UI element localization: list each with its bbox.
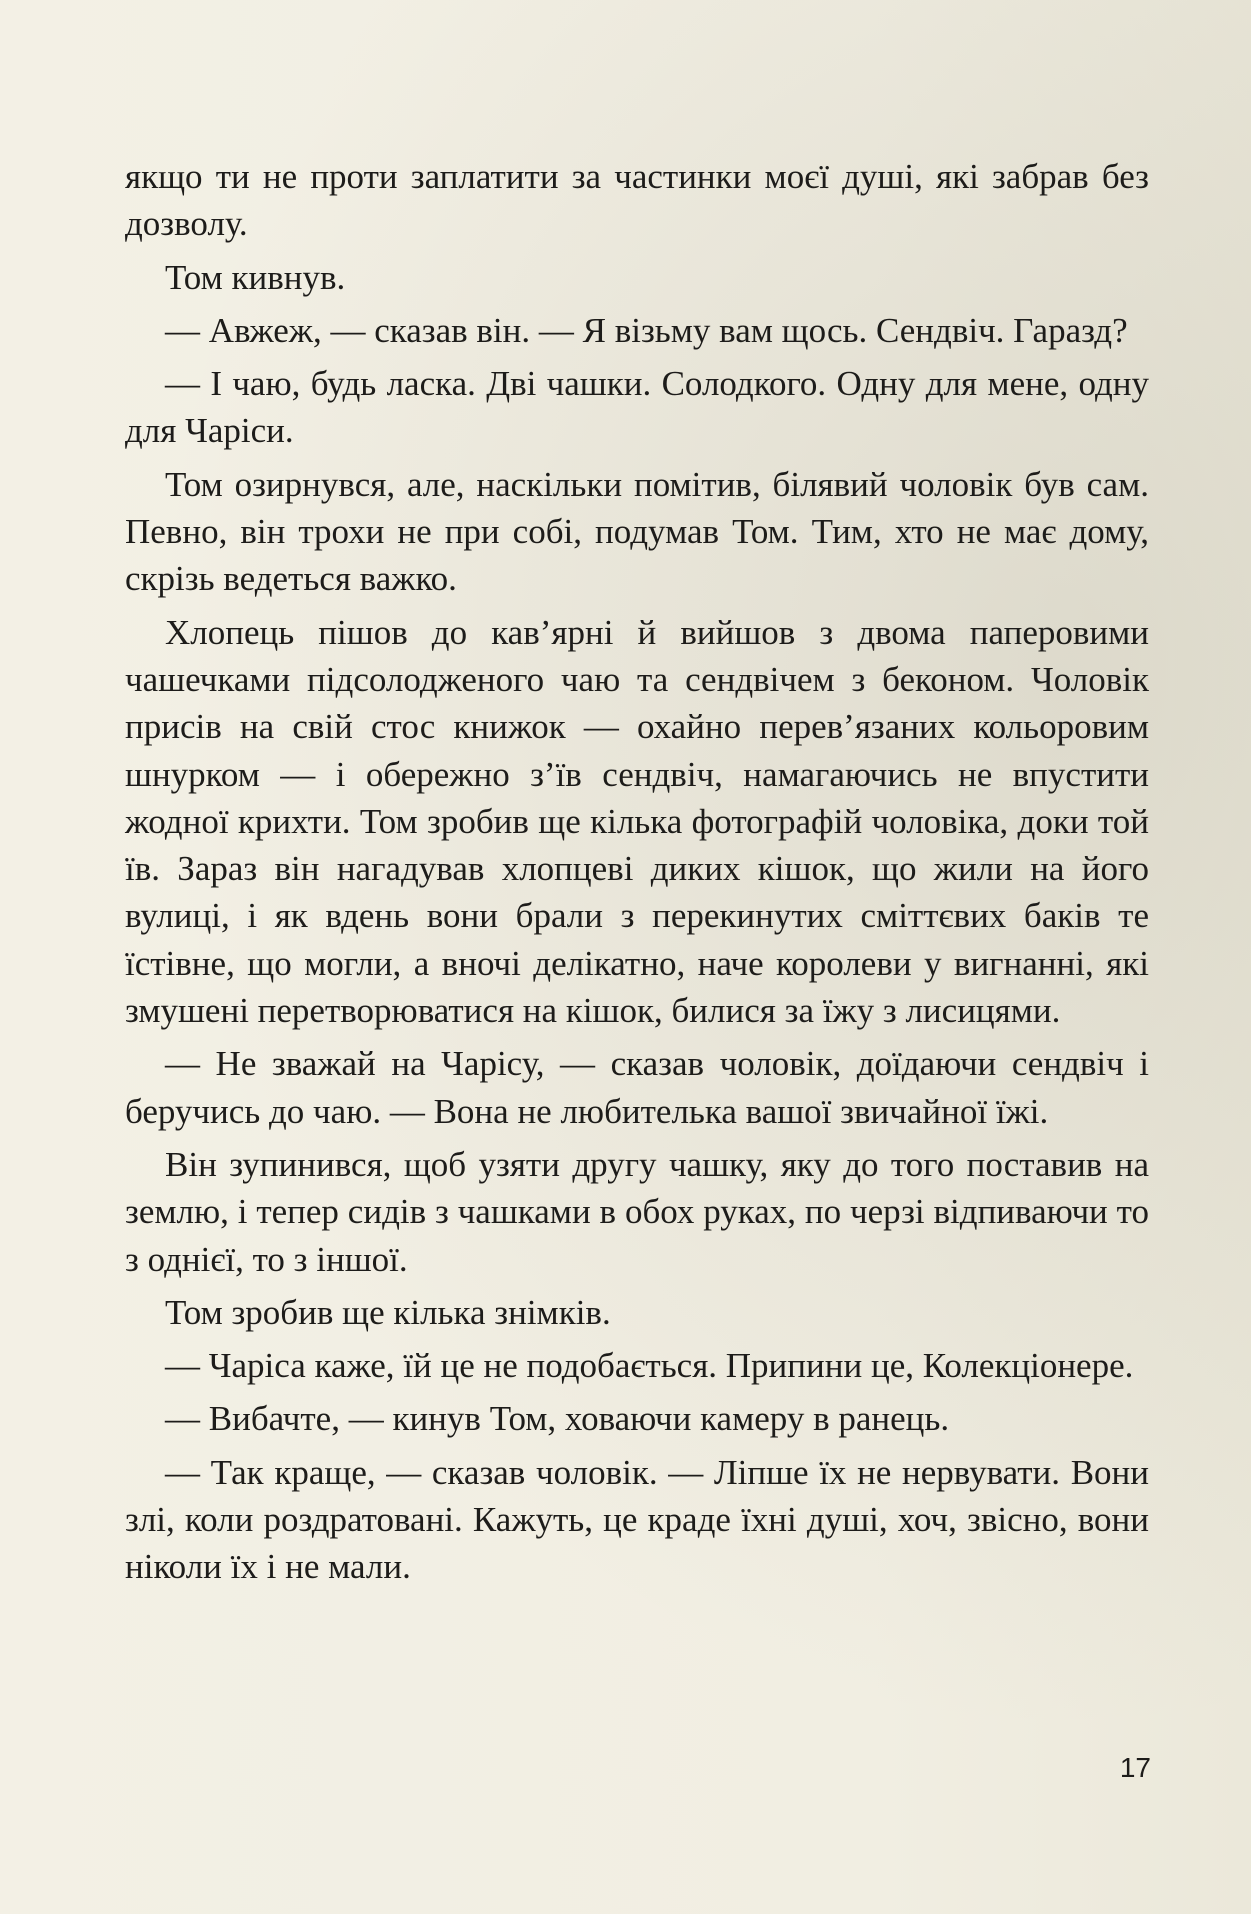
page-number: 17 (1119, 1752, 1151, 1783)
paragraph: Том зробив ще кілька знімків. (165, 1292, 611, 1332)
paragraph: — Не зважай на Чарісу, — сказав чоловік, доїдаючи сендвіч і беручись до чаю. — Вона не любителька вашої звичайної їжі. (125, 1044, 1149, 1131)
paragraph: — Так краще, — сказав чоловік. — Ліпше їх не нервувати. Вони злі, коли роздратовані. Кажуть, це краде їхні душі, хоч, звісно, вони ніколи їх і не мали. (125, 1452, 1149, 1587)
paragraph: Хлопець пішов до кав’ярні й вийшов з двома паперовими чашечками підсолодженого чаю та сендвічем з беконом. Чоловік присів на свій стос книжок — охайно перев’язаних кольоровим шнурком — і обережно з’їв сендвіч, намагаючись не впустити жодної крихти. Том зробив ще кілька фотографій чоловіка, доки той їв. Зараз він нагадував хлопцеві диких кішок, що жили на його вулиці, і як вдень вони брали з перекинутих сміттєвих баків те їстівне, що могли, а вночі делікатно, наче королеви у вигнанні, які змушені перетворюватися на кішок, билися за їжу з лисицями. (125, 612, 1149, 1031)
paragraph: Том озирнувся, але, наскільки помітив, білявий чоловік був сам. Певно, він трохи не при собі, подумав Том. Тим, хто не має дому, скрізь ведеться важко. (125, 464, 1149, 599)
paragraph: — Авжеж, — сказав він. — Я візьму вам щось. Сендвіч. Гаразд? (165, 310, 1128, 350)
paragraph: — І чаю, будь ласка. Дві чашки. Солодкого. Одну для мене, одну для Чаріси. (125, 364, 1149, 451)
paragraph: — Вибачте, — кинув Том, ховаючи камеру в ранець. (165, 1399, 950, 1439)
paragraph: якщо ти не проти заплатити за частинки моєї душі, які забрав без дозволу. (125, 157, 1149, 244)
paragraph: Том кивнув. (165, 257, 346, 297)
page-text (125, 153, 1149, 1597)
paragraph: Він зупинився, щоб узяти другу чашку, яку до того поставив на землю, і тепер сидів з чашками в обох руках, по черзі відпиваючи то з однієї, то з іншої. (125, 1144, 1149, 1279)
paragraph: — Чаріса каже, їй це не подобається. Припини це, Колекціонере. (165, 1346, 1134, 1386)
